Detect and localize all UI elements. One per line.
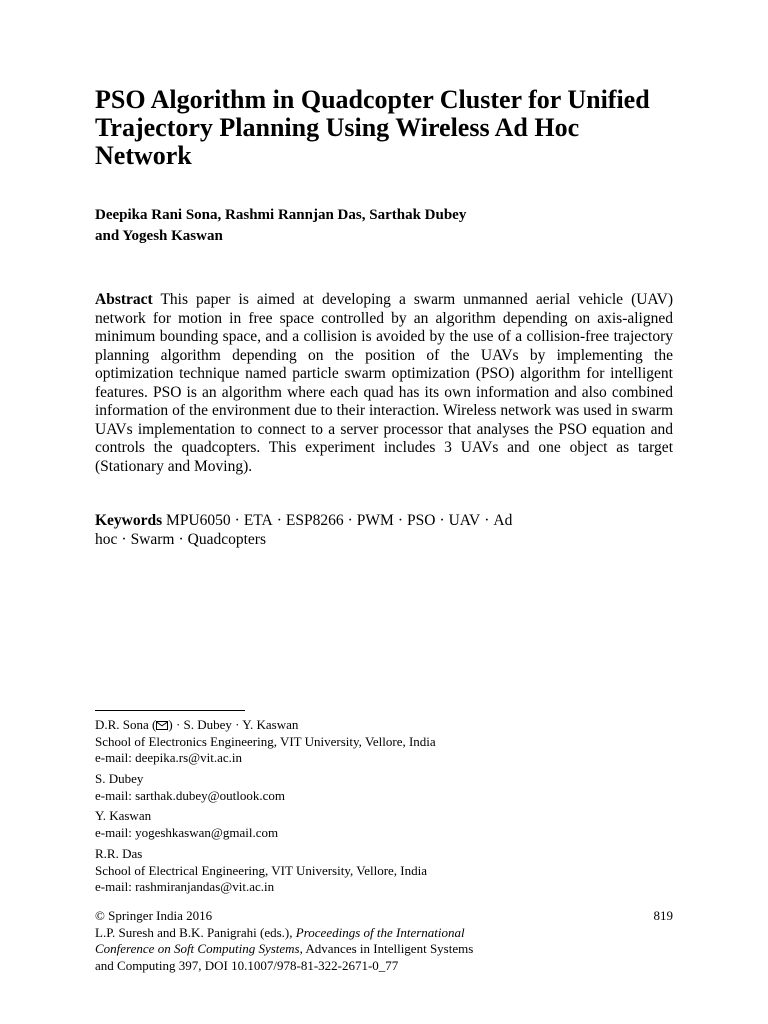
affiliation-name: S. Dubey <box>95 771 144 786</box>
footnote-divider <box>95 710 245 711</box>
abstract <box>95 291 673 476</box>
abstract-text: This paper is aimed at developing a swarm unmanned aerial vehicle (UAV) network for motion in free space controlled by an algorithm depending on axis-aligned minimum bounding space, and a collision is avoided by the use of a collision-free trajectory planning algorithm depending on the position of the UAVs by implementing the optimization technique named particle swarm optimization (PSO) algorithm for intelligent features. PSO is an algorithm where each quad has its own information and also combined information of the environment due to their interaction. Wireless network was used in swarm UAVs implementation to connect to a server processor that analyses the PSO equation and controls the quadcopters. This experiment includes 3 UAVs and one object as target (Stationary and Moving). <box>95 291 673 475</box>
keyword: UAV <box>448 512 481 529</box>
paper-title: PSO Algorithm in Quadcopter Cluster for Unified Trajectory Planning Using Wireless Ad Hoc Network <box>95 85 650 170</box>
affiliation-name: Y. Kaswan <box>95 808 152 823</box>
keyword-separator: · <box>178 530 184 548</box>
keyword-separator: · <box>276 512 282 529</box>
affiliation-block-4 <box>95 846 655 896</box>
keyword-separator: · <box>484 512 490 529</box>
affiliation-name: R.R. Das <box>95 846 143 861</box>
abstract-label: Abstract <box>95 291 153 308</box>
affiliation-block-1 <box>95 717 655 767</box>
keyword: PSO <box>407 512 436 529</box>
author-line-1: Deepika Rani Sona, Rashmi Rannjan Das, Sarthak Dubey <box>95 207 467 223</box>
affiliation-block-3 <box>95 808 655 841</box>
citation-line-2 <box>95 941 673 958</box>
keywords-label: Keywords <box>95 512 163 529</box>
citation-series: , Advances in Intelligent Systems <box>299 941 474 956</box>
keyword-separator: · <box>234 512 240 529</box>
keyword-separator: · <box>121 530 127 548</box>
affiliation-authors-pre: D.R. Sona ( <box>95 717 157 732</box>
keyword: PWM <box>356 512 394 529</box>
publication-footer <box>95 908 673 974</box>
keyword-separator: · <box>347 512 353 529</box>
affiliation-email: e-mail: yogeshkaswan@gmail.com <box>95 824 279 840</box>
affiliation-email: e-mail: rashmiranjandas@vit.ac.in <box>95 879 275 894</box>
keyword: ETA <box>243 512 273 529</box>
keywords <box>95 512 673 549</box>
keyword-separator: · <box>397 512 403 529</box>
affiliation-authors-post: ) · S. Dubey · Y. Kaswan <box>168 717 299 732</box>
citation-line-3: and Computing 397, DOI 10.1007/978-81-322-2671-0_77 <box>95 957 399 973</box>
keyword: MPU6050 <box>166 512 231 529</box>
citation-editors: L.P. Suresh and B.K. Panigrahi (eds.), <box>95 924 296 940</box>
affiliation-school: School of Electronics Engineering, VIT University, Vellore, India <box>95 733 436 749</box>
citation-line-1 <box>95 925 673 942</box>
keyword: Ad hoc <box>95 512 513 548</box>
page-number: 819 <box>653 908 673 923</box>
affiliation-block-2 <box>95 771 655 804</box>
affiliation-school: School of Electrical Engineering, VIT University, Vellore, India <box>95 862 428 878</box>
envelope-icon <box>156 721 168 730</box>
citation-proceedings: Proceedings of the International <box>295 924 465 940</box>
author-list <box>95 205 655 247</box>
affiliation-email: e-mail: sarthak.dubey@outlook.com <box>95 787 285 803</box>
keyword: ESP8266 <box>285 512 344 529</box>
affiliation-email: e-mail: deepika.rs@vit.ac.in <box>95 750 242 765</box>
keyword: Swarm <box>130 530 175 548</box>
citation-conference: Conference on Soft Computing Systems <box>95 941 300 956</box>
copyright-line: © Springer India 2016 <box>95 908 213 923</box>
author-line-2: and Yogesh Kaswan <box>95 228 223 244</box>
affiliation-authors <box>95 717 655 734</box>
keyword: Quadcopters <box>187 530 266 548</box>
keyword-separator: · <box>439 512 445 529</box>
